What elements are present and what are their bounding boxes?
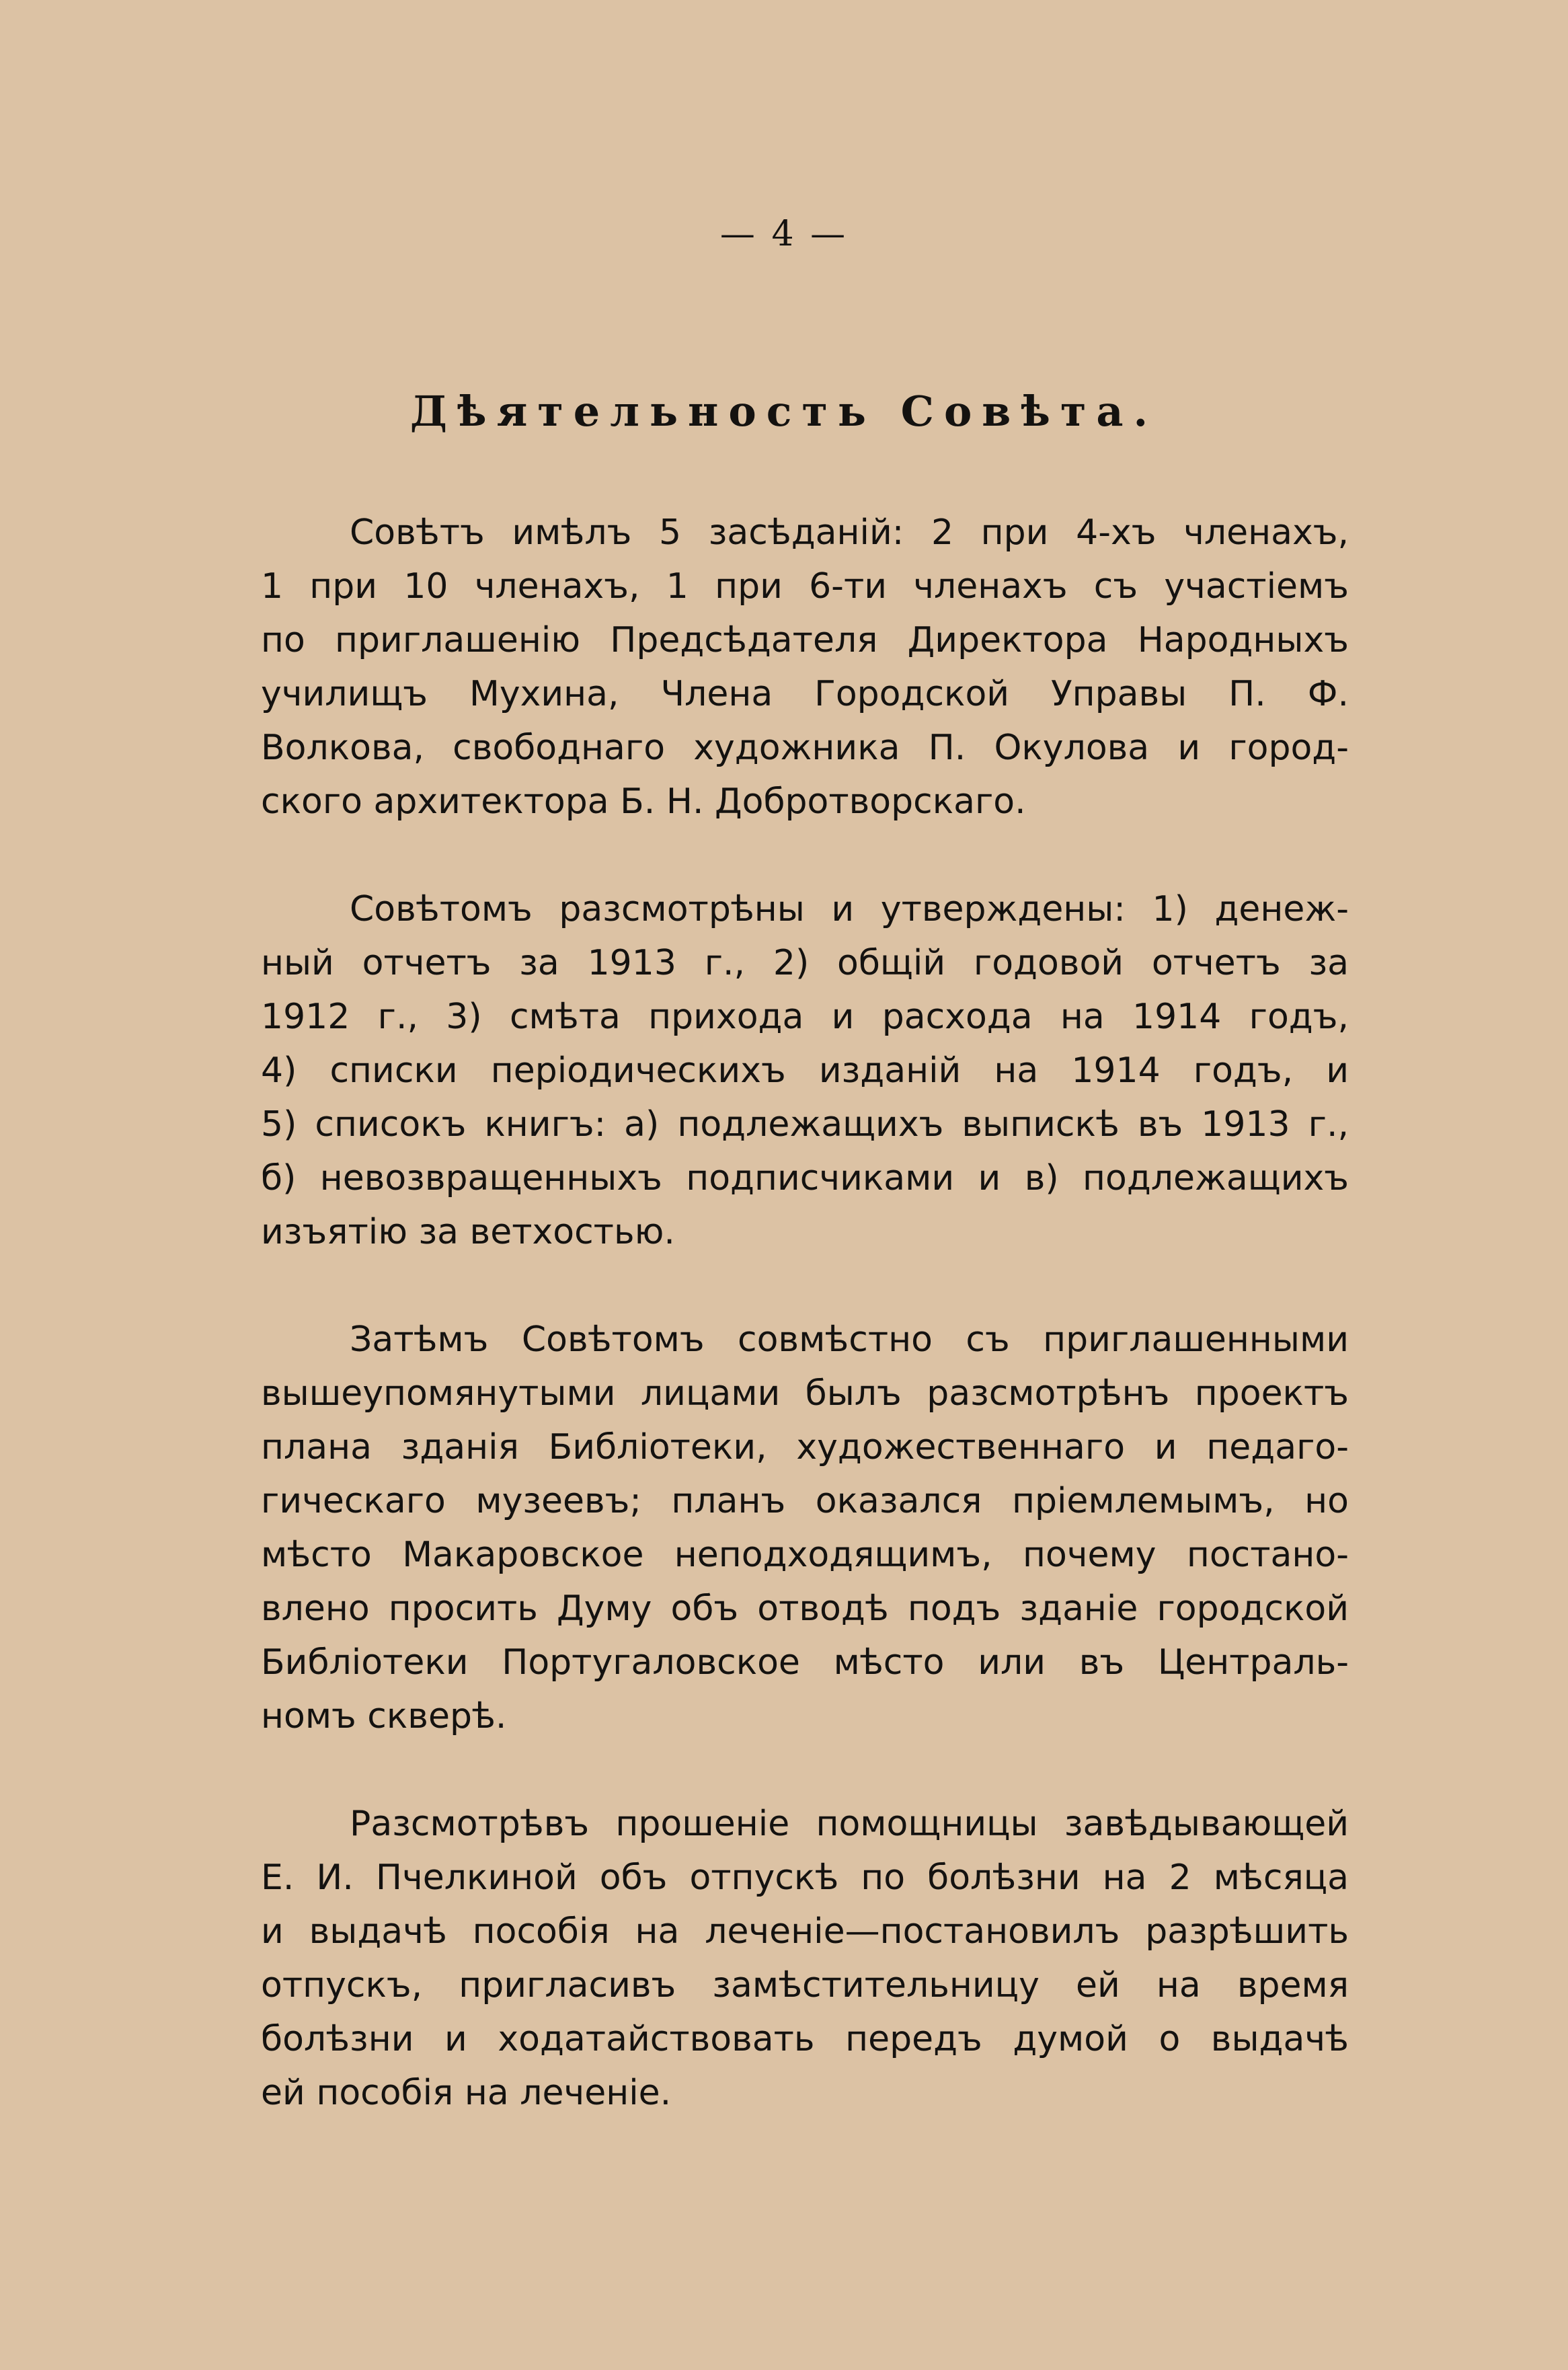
text-line: Совѣтъ имѣлъ 5 засѣданій: 2 при 4-хъ членахъ, — [350, 512, 1349, 553]
paragraph-2 — [261, 882, 1349, 1259]
text-line: номъ скверѣ. — [261, 1696, 507, 1736]
body-text — [261, 506, 1349, 2174]
text-line: ей пособія на леченіе. — [261, 2073, 672, 2113]
text-line: училищъ Мухина, Члена Городской Управы П. Ф. — [261, 674, 1349, 714]
paragraph-4 — [261, 1797, 1349, 2120]
text-line: вышеупомянутыми лицами былъ разсмотрѣнъ проектъ — [261, 1373, 1349, 1414]
text-line: плана зданія Библіотеки, художественнаго и педаго- — [261, 1427, 1349, 1467]
text-line: ского архитектора Б. Н. Добротворскаго. — [261, 781, 1026, 822]
text-line: 1912 г., 3) смѣта прихода и расхода на 1914 годъ, — [261, 997, 1349, 1037]
text-line: Затѣмъ Совѣтомъ совмѣстно съ приглашенными — [350, 1320, 1349, 1360]
text-line: гическаго музеевъ; планъ оказался пріемлемымъ, но — [261, 1481, 1349, 1521]
text-line: изъятію за ветхостью. — [261, 1212, 675, 1252]
text-line: б) невозвращенныхъ подписчиками и в) подлежащихъ — [261, 1158, 1349, 1198]
text-line: 4) списки періодическихъ изданій на 1914 годъ, и — [261, 1050, 1349, 1091]
page-number: — 4 — — [719, 214, 849, 254]
text-line: 1 при 10 членахъ, 1 при 6-ти членахъ съ участіемъ — [261, 566, 1349, 607]
text-line: ный отчетъ за 1913 г., 2) общій годовой отчетъ за — [261, 943, 1349, 983]
text-line: мѣсто Макаровское неподходящимъ, почему постано- — [261, 1535, 1349, 1575]
text-line: по приглашенію Предсѣдателя Директора Народныхъ — [261, 620, 1349, 660]
text-line: Разсмотрѣвъ прошеніе помощницы завѣдывающей — [350, 1804, 1349, 1844]
text-line: Библіотеки Португаловское мѣсто или въ Централь- — [261, 1642, 1349, 1683]
text-line: 5) списокъ книгъ: а) подлежащихъ выпискѣ въ 1913 г., — [261, 1104, 1349, 1145]
paragraph-3 — [261, 1313, 1349, 1743]
text-line: болѣзни и ходатайствовать передъ думой о выдачѣ — [261, 2019, 1349, 2059]
text-line: влено просить Думу объ отводѣ подъ зданіе городской — [261, 1589, 1349, 1629]
paragraph-1 — [261, 506, 1349, 829]
text-line: Волкова, свободнаго художника П. Окулова и город- — [261, 728, 1349, 768]
text-line: Е. И. Пчелкиной объ отпускѣ по болѣзни на 2 мѣсяца — [261, 1858, 1349, 1898]
text-line: и выдачѣ пособія на леченіе—постановилъ разрѣшить — [261, 1911, 1349, 1952]
text-line: отпускъ, пригласивъ замѣстительницу ей на время — [261, 1965, 1349, 2005]
text-line: Совѣтомъ разсмотрѣны и утверждены: 1) денеж- — [350, 889, 1349, 929]
section-title: Дѣятельность Совѣта. — [409, 387, 1159, 436]
